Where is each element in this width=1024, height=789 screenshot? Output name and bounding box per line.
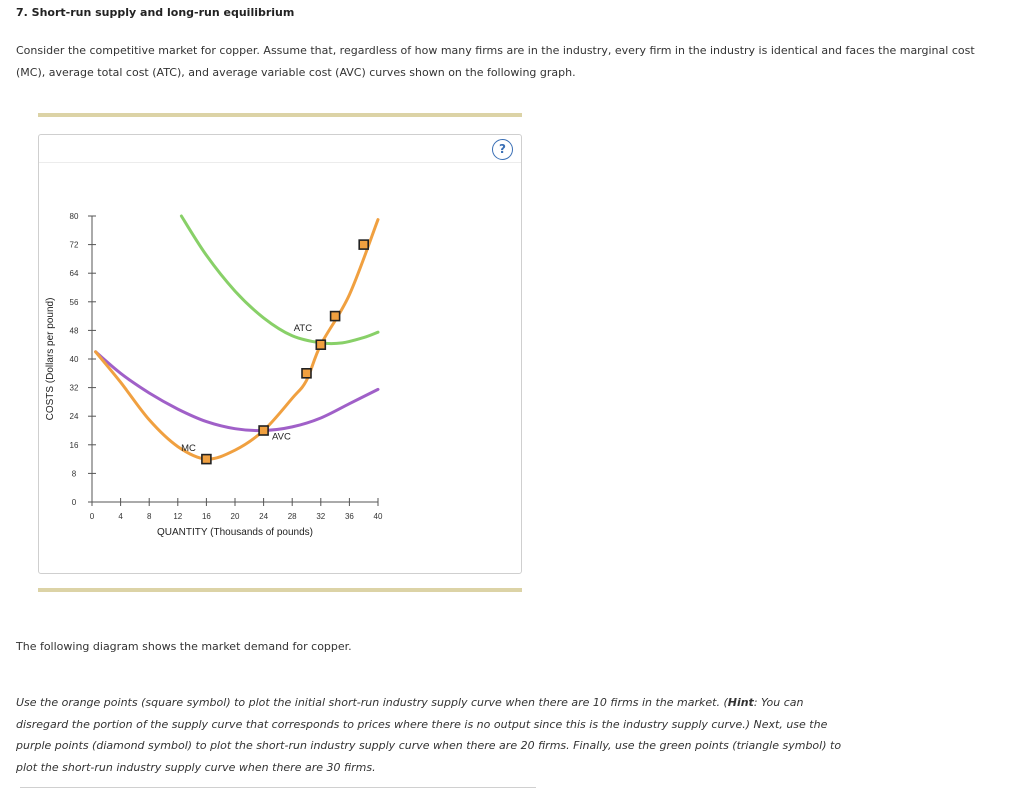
- y-tick-label: 40: [69, 355, 79, 364]
- x-tick-label: 36: [344, 512, 354, 521]
- y-tick-label: 32: [69, 383, 79, 393]
- y-tick-label: 80: [69, 212, 79, 221]
- x-tick-label: 12: [173, 512, 183, 521]
- y-tick-label: 56: [69, 297, 79, 307]
- instructions-part1: Use the orange points (square symbol) to plot the initial short-run industry supply curve when there are 10 firms in the market. (: [16, 696, 728, 709]
- question-intro: Consider the competitive market for copper. Assume that, regardless of how many firms are in the industry, every firm in the industry is identical and faces the marginal cost (MC), average total cost (ATC), and average variable cost (AVC) curves shown on the following graph.: [16, 44, 975, 79]
- y-tick-label: 64: [69, 269, 79, 279]
- question-title: 7. Short-run supply and long-run equilibrium: [16, 6, 295, 19]
- bottom-divider: [38, 588, 522, 592]
- y-tick-label: 72: [69, 240, 79, 250]
- x-tick-label: 16: [201, 512, 211, 521]
- x-tick-label: 0: [89, 512, 95, 521]
- help-button[interactable]: ?: [492, 139, 513, 160]
- supply-point-marker: [202, 455, 211, 464]
- cost-curves-chart: [39, 135, 521, 573]
- instructions-part2: : You can disregard the portion of the supply curve that corresponds to prices where there is no output since this is the industry supply curve.) Next, use the purple points (diamond symbol) to plot the short-run industry supply curve when there are 20 firms. Finally, use the green points (triangle symbol) to plot the short-run industry supply curve when there are 30 firms.: [16, 696, 842, 774]
- supply-point-marker: [331, 312, 340, 321]
- top-divider: [38, 113, 522, 117]
- y-axis-label: COSTS (Dollars per pound): [45, 297, 56, 421]
- x-tick-label: 24: [259, 512, 269, 521]
- x-tick-label: 4: [118, 512, 123, 521]
- curve-mc: [96, 220, 378, 460]
- curve-atc: [181, 216, 378, 344]
- x-tick-label: 40: [373, 512, 383, 521]
- instructions: [16, 692, 856, 778]
- supply-point-marker: [316, 340, 325, 349]
- supply-point-marker: [302, 369, 311, 378]
- footer-divider: [20, 787, 536, 788]
- x-axis-label: QUANTITY (Thousands of pounds): [157, 527, 313, 538]
- y-tick-label: 8: [71, 469, 77, 479]
- x-tick-label: 8: [146, 512, 152, 521]
- supply-point-marker: [259, 426, 268, 435]
- y-tick-label: 16: [69, 440, 79, 450]
- hint-label: Hint: [727, 696, 754, 709]
- x-tick-label: 20: [230, 512, 240, 521]
- supply-point-marker: [359, 240, 368, 249]
- demand-description: The following diagram shows the market demand for copper.: [16, 640, 352, 653]
- x-tick-label: 28: [287, 512, 297, 521]
- y-tick-label: 48: [69, 326, 79, 336]
- curve-avc: [96, 352, 378, 431]
- curve-label-mc: MC: [181, 443, 196, 455]
- graph-panel: [38, 134, 522, 574]
- x-tick-label: 32: [316, 512, 326, 521]
- y-tick-label: 0: [71, 498, 77, 507]
- y-tick-label: 24: [69, 412, 79, 422]
- curve-label-atc: ATC: [293, 323, 313, 335]
- curve-label-avc: AVC: [272, 431, 291, 443]
